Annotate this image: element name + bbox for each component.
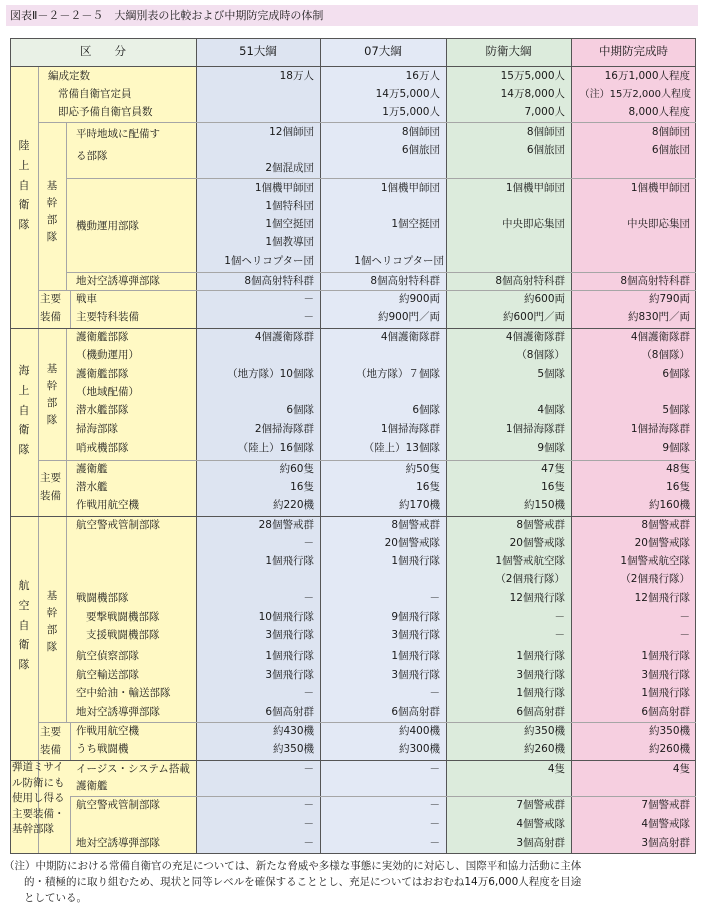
- cell-value: 約430機: [272, 725, 314, 737]
- cell-value: 約60隻: [279, 463, 314, 475]
- cell-value: 約260機: [523, 743, 565, 755]
- cell-value: 1個機甲師団: [380, 182, 440, 194]
- cell-value: 7,000人: [524, 106, 565, 118]
- cell-value: －: [429, 837, 440, 849]
- footnote-line: 的・積極的に取り組むため、現状と同等レベルを確保することとし、充足についてはおおむね14万6,000人程度を目途: [24, 876, 582, 888]
- row-label: 即応予備自衛官員数: [58, 106, 153, 118]
- row-label: 主要特科装備: [76, 311, 139, 323]
- cell-value: －: [303, 311, 314, 323]
- cell-value: 1万5,000人: [382, 106, 440, 118]
- row-label: 地対空誘導弾部隊: [76, 837, 160, 849]
- cell-value: 14万5,000人: [375, 88, 440, 100]
- section-ground-label: 陸上自衛隊: [18, 139, 30, 232]
- cell-value: 約900両: [398, 293, 440, 305]
- cell-value: 4個護衛隊群: [254, 331, 314, 343]
- cell-value: 約300機: [398, 743, 440, 755]
- cell-value: 約350機: [272, 743, 314, 755]
- header-kubun: 区 分: [80, 44, 126, 58]
- cell-value: 3個高射群: [641, 837, 690, 849]
- cell-value: 6個隊: [662, 368, 690, 380]
- row-label: イージス・システム搭載護衛艦: [76, 763, 190, 792]
- cell-value: 3個飛行隊: [391, 669, 440, 681]
- row-label: 航空警戒管制部隊: [76, 519, 160, 531]
- cell-value: 約220機: [272, 499, 314, 511]
- grid-line: [66, 516, 67, 722]
- grid-line: [10, 38, 696, 39]
- grid-line: [695, 38, 696, 854]
- grid-line: [66, 178, 696, 179]
- cell-value: 約160機: [648, 499, 690, 511]
- cell-value: 1個飛行隊: [641, 687, 690, 699]
- cell-value: 4個護衛隊群: [630, 331, 690, 343]
- cell-value: 12個師団: [269, 126, 314, 138]
- cell-value: 28個警戒群: [258, 519, 314, 531]
- row-label: 護衛艦部隊: [76, 331, 129, 343]
- cell-value: 16隻: [666, 481, 690, 493]
- cell-value: 1個特科団: [265, 200, 314, 212]
- cell-value: （地方隊）10個隊: [227, 368, 314, 380]
- cell-value: 約400機: [398, 725, 440, 737]
- cell-value: 約600門／両: [502, 311, 565, 323]
- row-label: 編成定数: [48, 70, 90, 82]
- cell-value: 約350機: [523, 725, 565, 737]
- cell-value: 1個教導団: [265, 236, 314, 248]
- cell-value: 約50隻: [405, 463, 440, 475]
- cell-value: 3個飛行隊: [265, 669, 314, 681]
- cell-value: （8個隊）: [641, 349, 690, 361]
- cell-value: 18万人: [279, 70, 314, 82]
- cell-value: －: [429, 687, 440, 699]
- figure-title: 図表Ⅱ－２－２－５ 大綱別表の比較および中期防完成時の体制: [6, 5, 698, 26]
- cell-value: 3個飛行隊: [641, 669, 690, 681]
- row-label: 潜水艦部隊: [76, 404, 129, 416]
- cell-value: －: [303, 537, 314, 549]
- cell-value: 3個飛行隊: [391, 629, 440, 641]
- grid-line: [70, 796, 71, 854]
- cell-value: 1個飛行隊: [265, 650, 314, 662]
- cell-value: （陸上）13個隊: [363, 442, 440, 454]
- cell-value: 1個掃海隊群: [630, 423, 690, 435]
- cell-value: 2個掃海隊群: [254, 423, 314, 435]
- cell-value: 1個飛行隊: [265, 555, 314, 567]
- cell-value: 8個高射特科群: [620, 275, 690, 287]
- cell-value: －: [679, 629, 690, 641]
- bmd-section-label: 弾道ミサイル防衛にも使用し得る主要装備・基幹部隊: [12, 761, 65, 835]
- row-label: 地対空誘導弾部隊: [76, 275, 160, 287]
- cell-value: －: [303, 687, 314, 699]
- cell-value: 8個警戒群: [391, 519, 440, 531]
- cell-value: 1個ヘリコプター団: [224, 255, 314, 267]
- cell-value: 8個警戒群: [641, 519, 690, 531]
- section-maritime-label: 海上自衛隊: [18, 364, 30, 457]
- section-air-label: 航空自衛隊: [18, 579, 30, 672]
- cell-value: （2個飛行隊）: [495, 573, 565, 585]
- row-label: 哨戒機部隊: [76, 442, 129, 454]
- footnote: [4, 858, 702, 906]
- cell-value: 3個高射群: [516, 837, 565, 849]
- grid-line: [66, 122, 67, 290]
- cell-value: 1個飛行隊: [641, 650, 690, 662]
- row-label: 要撃戦闘機部隊: [86, 611, 160, 623]
- cell-value: 9個隊: [662, 442, 690, 454]
- cell-value: －: [303, 293, 314, 305]
- row-label: 戦車: [76, 293, 97, 305]
- cell-value: 8個師団: [651, 126, 690, 138]
- cell-value: 9個隊: [537, 442, 565, 454]
- cell-value: 8個師団: [526, 126, 565, 138]
- cell-value: 約830門／両: [627, 311, 690, 323]
- cell-value: 6個隊: [286, 404, 314, 416]
- cell-value: 8,000人程度: [628, 106, 690, 118]
- row-label: 護衛艦: [76, 463, 108, 475]
- cell-value: 4隻: [672, 763, 690, 775]
- cell-value: 6個高射群: [265, 706, 314, 718]
- cell-value: 6個旅団: [401, 144, 440, 156]
- cell-value: （2個飛行隊）: [620, 573, 690, 585]
- row-label: 作戦用航空機: [76, 725, 139, 737]
- cell-value: 4隻: [547, 763, 565, 775]
- cell-value: 6個隊: [412, 404, 440, 416]
- cell-value: 中央即応集団: [627, 218, 690, 230]
- cell-value: 4個警戒隊: [516, 818, 565, 830]
- cell-value: 6個旅団: [651, 144, 690, 156]
- header-07: 07大綱: [364, 44, 402, 58]
- grid-line: [10, 66, 696, 67]
- cell-value: 約350機: [648, 725, 690, 737]
- cell-value: 12個飛行隊: [634, 592, 690, 604]
- cell-value: 1個飛行隊: [516, 650, 565, 662]
- grid-line: [38, 122, 696, 123]
- cell-value: （8個隊）: [516, 349, 565, 361]
- row-label: 常備自衛官定員: [58, 88, 132, 100]
- cell-value: 16万1,000人程度: [604, 70, 690, 82]
- row-label: 航空偵察部隊: [76, 650, 139, 662]
- row-label: 機動運用部隊: [76, 220, 139, 232]
- row-label: 航空警戒管制部隊: [76, 799, 160, 811]
- cell-value: 1個機甲師団: [254, 182, 314, 194]
- cell-value: －: [429, 763, 440, 775]
- cell-value: －: [679, 611, 690, 623]
- footnote-line: （注）中期防における常備自衛官の充足については、新たな脅威や多様な事態に実効的に対応し、国際平和協力活動に主体: [4, 860, 582, 872]
- row-label: 平時地域に配備す: [76, 128, 160, 140]
- cell-value: 約150機: [523, 499, 565, 511]
- row-label: 空中給油・輸送部隊: [76, 687, 171, 699]
- cell-value: 20個警戒隊: [509, 537, 565, 549]
- cell-value: 約260機: [648, 743, 690, 755]
- row-label: る部隊: [76, 150, 108, 162]
- cell-value: 6個高射群: [391, 706, 440, 718]
- cell-value: 20個警戒隊: [384, 537, 440, 549]
- cell-value: 2個混成団: [265, 162, 314, 174]
- cell-value: －: [303, 763, 314, 775]
- cell-value: 1個機甲師団: [505, 182, 565, 194]
- ground-kikan-label: 基幹部隊: [46, 180, 58, 243]
- cell-value: （地方隊）７個隊: [356, 368, 440, 380]
- cell-value: 48隻: [666, 463, 690, 475]
- cell-value: （注）15万2,000人程度: [579, 89, 691, 100]
- cell-value: 8個師団: [401, 126, 440, 138]
- cell-value: 8個高射特科群: [495, 275, 565, 287]
- cell-value: 16隻: [290, 481, 314, 493]
- maritime-kikan-label: 基幹部隊: [46, 363, 58, 426]
- row-label: 掃海部隊: [76, 423, 118, 435]
- footnote-line: としている。: [24, 892, 87, 904]
- row-label: 支援戦闘機部隊: [86, 629, 160, 641]
- cell-value: 1個空挺団: [391, 218, 440, 230]
- cell-value: 8個警戒群: [516, 519, 565, 531]
- cell-value: 16万人: [405, 70, 440, 82]
- cell-value: 4個護衛隊群: [505, 331, 565, 343]
- grid-line: [70, 290, 71, 328]
- cell-value: －: [554, 629, 565, 641]
- cell-value: 8個高射特科群: [370, 275, 440, 287]
- header-51: 51大綱: [239, 44, 277, 58]
- cell-value: 8個高射特科群: [244, 275, 314, 287]
- maritime-equip-label: 主要装備: [40, 472, 61, 502]
- header-boei: 防衛大綱: [485, 44, 532, 58]
- cell-value: 7個警戒群: [516, 799, 565, 811]
- cell-value: 1個飛行隊: [391, 555, 440, 567]
- cell-value: 1個警戒航空隊: [495, 555, 565, 567]
- cell-value: 1個飛行隊: [391, 650, 440, 662]
- grid-line: [70, 722, 71, 760]
- cell-value: －: [554, 611, 565, 623]
- row-label: 作戦用航空機: [76, 499, 139, 511]
- cell-value: 16隻: [416, 481, 440, 493]
- cell-value: 5個隊: [537, 368, 565, 380]
- cell-value: 10個飛行隊: [258, 611, 314, 623]
- cell-value: 6個高射群: [516, 706, 565, 718]
- cell-value: 1個飛行隊: [516, 687, 565, 699]
- cell-value: 3個飛行隊: [516, 669, 565, 681]
- cell-value: 約170機: [398, 499, 440, 511]
- cell-value: 14万8,000人: [500, 88, 565, 100]
- cell-value: 3個飛行隊: [265, 629, 314, 641]
- cell-value: 4個警戒隊: [641, 818, 690, 830]
- cell-value: 1個機甲師団: [630, 182, 690, 194]
- cell-value: 1個空挺団: [265, 218, 314, 230]
- cell-value: 47隻: [541, 463, 565, 475]
- row-label: うち戦闘機: [76, 743, 129, 755]
- cell-value: 1個ヘリコプター団: [354, 255, 444, 267]
- cell-value: －: [303, 837, 314, 849]
- cell-value: 1個掃海隊群: [505, 423, 565, 435]
- cell-value: －: [429, 592, 440, 604]
- cell-value: 4個護衛隊群: [380, 331, 440, 343]
- grid-line: [10, 853, 696, 854]
- grid-line: [10, 38, 11, 854]
- cell-value: －: [303, 818, 314, 830]
- cell-value: 7個警戒群: [641, 799, 690, 811]
- cell-value: 約790両: [648, 293, 690, 305]
- cell-value: －: [303, 799, 314, 811]
- cell-value: （陸上）16個隊: [237, 442, 314, 454]
- air-kikan-label: 基幹部隊: [46, 590, 58, 653]
- cell-value: 1個警戒航空隊: [620, 555, 690, 567]
- cell-value: 20個警戒隊: [634, 537, 690, 549]
- cell-value: 4個隊: [537, 404, 565, 416]
- cell-value: 9個飛行隊: [391, 611, 440, 623]
- cell-value: 15万5,000人: [500, 70, 565, 82]
- cell-value: 約900門／両: [377, 311, 440, 323]
- cell-value: 5個隊: [662, 404, 690, 416]
- row-label: 護衛艦部隊: [76, 368, 129, 380]
- cell-value: －: [429, 799, 440, 811]
- row-label: 潜水艦: [76, 481, 108, 493]
- cell-value: 中央即応集団: [502, 218, 565, 230]
- row-label: （機動運用）: [76, 349, 139, 361]
- row-label: 地対空誘導弾部隊: [76, 706, 160, 718]
- comparison-table: [10, 38, 696, 854]
- header-chukibo: 中期防完成時: [599, 44, 668, 58]
- cell-value: 6個高射群: [641, 706, 690, 718]
- cell-value: 1個掃海隊群: [380, 423, 440, 435]
- cell-value: －: [303, 592, 314, 604]
- row-label: 航空輸送部隊: [76, 669, 139, 681]
- cell-value: －: [429, 818, 440, 830]
- row-label: （地域配備）: [76, 386, 139, 398]
- air-equip-label: 主要装備: [40, 726, 61, 756]
- row-label: 戦闘機部隊: [76, 592, 129, 604]
- cell-value: 12個飛行隊: [509, 592, 565, 604]
- cell-value: 約600両: [523, 293, 565, 305]
- ground-equip-label: 主要装備: [40, 293, 61, 323]
- cell-value: 16隻: [541, 481, 565, 493]
- cell-value: 6個旅団: [526, 144, 565, 156]
